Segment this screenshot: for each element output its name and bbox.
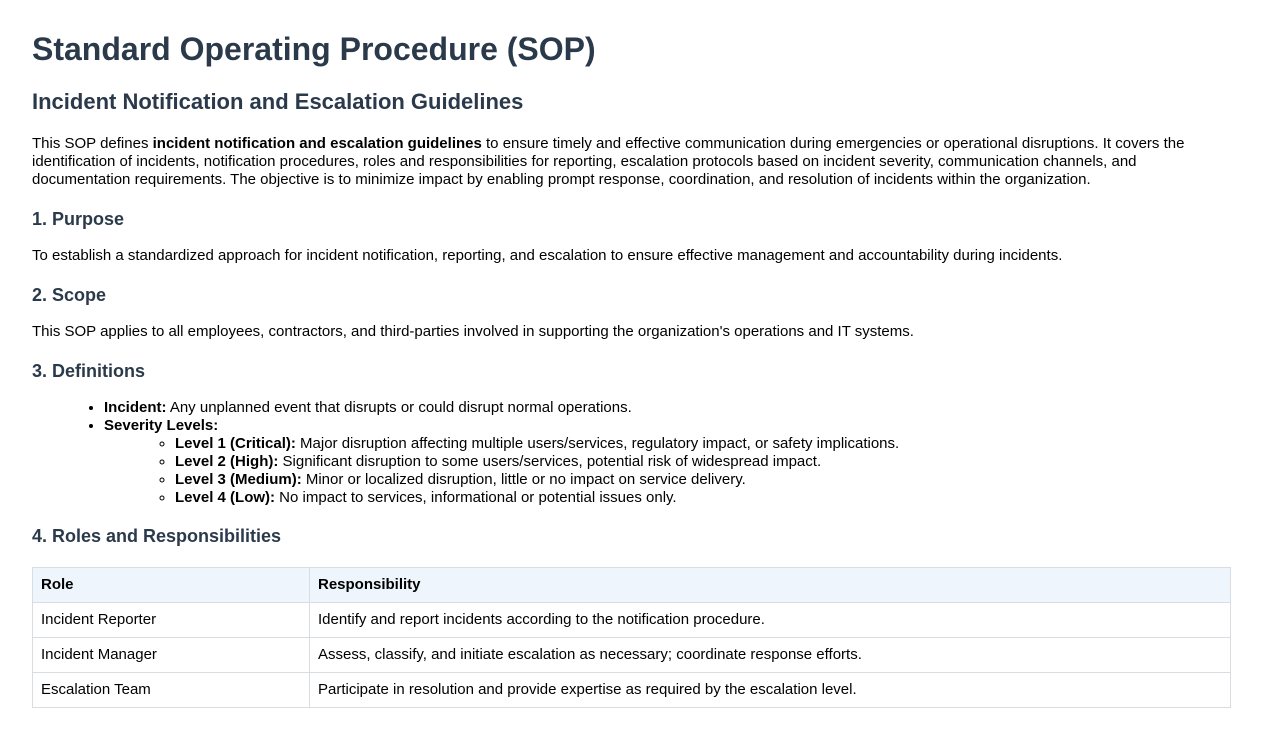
column-header-responsibility: Responsibility bbox=[310, 568, 1231, 603]
severity-levels-list bbox=[104, 435, 1231, 507]
responsibility-cell: Identify and report incidents according to the notification procedure. bbox=[310, 603, 1231, 638]
severity-level-text: Minor or localized disruption, little or no impact on service delivery. bbox=[301, 471, 746, 488]
severity-level-text: Significant disruption to some users/services, potential risk of widespread impact. bbox=[278, 453, 822, 470]
purpose-text: To establish a standardized approach for incident notification, reporting, and escalation to ensure effective management and accountability during incidents. bbox=[32, 247, 1063, 264]
intro-prefix: This SOP defines bbox=[32, 135, 153, 152]
definition-term: Severity Levels: bbox=[104, 417, 219, 434]
definitions-heading: 3. Definitions bbox=[32, 361, 146, 381]
table-row bbox=[33, 638, 1231, 673]
roles-heading: 4. Roles and Responsibilities bbox=[32, 526, 282, 546]
severity-level-3 bbox=[175, 471, 1231, 489]
intro-bold: incident notification and escalation guidelines bbox=[152, 135, 482, 152]
responsibility-cell: Participate in resolution and provide expertise as required by the escalation level. bbox=[310, 673, 1231, 708]
severity-level-term: Level 2 (High): bbox=[175, 453, 279, 470]
table-row bbox=[33, 603, 1231, 638]
severity-level-text: No impact to services, informational or potential issues only. bbox=[275, 489, 677, 506]
purpose-heading: 1. Purpose bbox=[32, 209, 125, 229]
scope-heading: 2. Scope bbox=[32, 285, 107, 305]
definition-term: Incident: bbox=[104, 399, 167, 416]
severity-level-4 bbox=[175, 489, 1231, 507]
severity-level-term: Level 3 (Medium): bbox=[175, 471, 302, 488]
intro-suffix: to ensure timely and effective communication during emergencies or operational disruptions. It covers the identification of incidents, notification procedures, roles and responsibilities for reporting, escalation protocols based on incident severity, communication channels, and documentation requirements. The objective is to minimize impact by enabling prompt response, coordination, and resolution of incidents within the organization. bbox=[32, 135, 1185, 188]
table-header-row bbox=[33, 568, 1231, 603]
severity-level-1 bbox=[175, 435, 1231, 453]
column-header-role: Role bbox=[33, 568, 310, 603]
roles-table bbox=[32, 567, 1231, 708]
severity-level-2 bbox=[175, 453, 1231, 471]
role-cell: Incident Reporter bbox=[33, 603, 310, 638]
definition-text: Any unplanned event that disrupts or could disrupt normal operations. bbox=[166, 399, 632, 416]
definition-severity-levels bbox=[104, 417, 1231, 507]
definitions-list bbox=[32, 399, 1231, 507]
responsibility-cell: Assess, classify, and initiate escalation as necessary; coordinate response efforts. bbox=[310, 638, 1231, 673]
definition-incident bbox=[104, 399, 1231, 417]
intro-paragraph bbox=[32, 135, 1231, 189]
role-cell: Incident Manager bbox=[33, 638, 310, 673]
page-title: Standard Operating Procedure (SOP) bbox=[32, 31, 596, 67]
role-cell: Escalation Team bbox=[33, 673, 310, 708]
severity-level-text: Major disruption affecting multiple users/services, regulatory impact, or safety implications. bbox=[295, 435, 900, 452]
page-subtitle: Incident Notification and Escalation Guidelines bbox=[32, 89, 524, 114]
severity-level-term: Level 1 (Critical): bbox=[175, 435, 296, 452]
scope-text: This SOP applies to all employees, contractors, and third-parties involved in supporting the organization's operations and IT systems. bbox=[32, 323, 914, 340]
table-row bbox=[33, 673, 1231, 708]
severity-level-term: Level 4 (Low): bbox=[175, 489, 276, 506]
